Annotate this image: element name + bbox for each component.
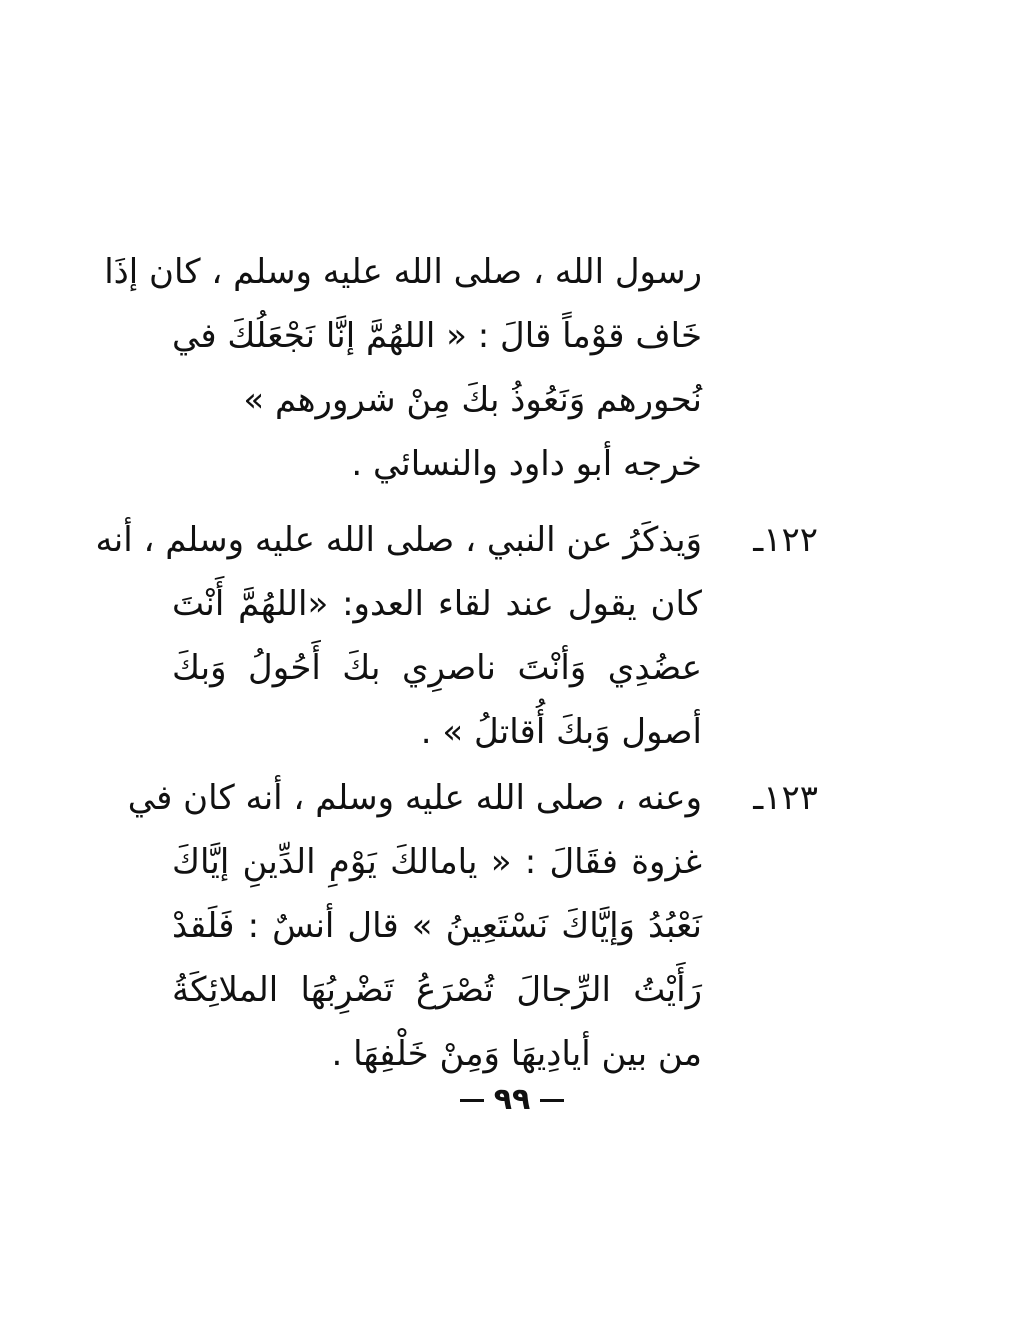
text-line: كان يقول عند لقاء العدو: «اللهُمَّ أَنْتَ bbox=[172, 584, 702, 624]
dash-mark bbox=[460, 1099, 484, 1102]
text-line: نُحورهم وَنَعُوذُ بكَ مِنْ شرورهم » bbox=[243, 380, 702, 420]
text-line: رَأَيْتُ الرِّجالَ تُصْرَعُ تَضْرِبُهَا الملائِكَةُ bbox=[172, 970, 702, 1010]
text-line: وعنه ، صلى الله عليه وسلم ، أنه كان في bbox=[127, 778, 702, 818]
text-line: غزوة فقَالَ : « يامالكَ يَوْمِ الدِّينِ إيَّاكَ bbox=[172, 842, 702, 882]
page-number bbox=[0, 1080, 1024, 1120]
paragraph-number: ١٢٣ـ bbox=[753, 778, 818, 818]
page-number-value: ٩٩ bbox=[493, 1082, 531, 1117]
paragraph-123 bbox=[127, 766, 702, 1086]
paragraph-122 bbox=[95, 508, 702, 764]
text-line: عضُدِي وَأنْتَ ناصرِي بكَ أَحُولُ وَبكَ bbox=[172, 648, 702, 688]
paragraph-1 bbox=[104, 240, 702, 496]
text-line: وَيذكَرُ عن النبي ، صلى الله عليه وسلم ، أنه bbox=[95, 520, 702, 560]
dash-mark bbox=[540, 1099, 564, 1102]
text-line: خرجه أبو داود والنسائي . bbox=[351, 444, 702, 484]
text-line: أصول وَبكَ أُقاتلُ » . bbox=[420, 712, 702, 752]
text-line: نَعْبُدُ وَإيَّاكَ نَسْتَعِينُ » قال أنسٌ : فَلَقدْ bbox=[172, 906, 702, 946]
paragraph-number: ١٢٢ـ bbox=[753, 520, 818, 560]
text-line: من بين أيادِيهَا وَمِنْ خَلْفِهَا . bbox=[331, 1034, 702, 1074]
text-line: رسول الله ، صلى الله عليه وسلم ، كان إذَا bbox=[104, 252, 702, 292]
text-line: خَاف قوْماً قالَ : « اللهُمَّ إنَّا نَجْعَلُكَ في bbox=[172, 316, 702, 356]
